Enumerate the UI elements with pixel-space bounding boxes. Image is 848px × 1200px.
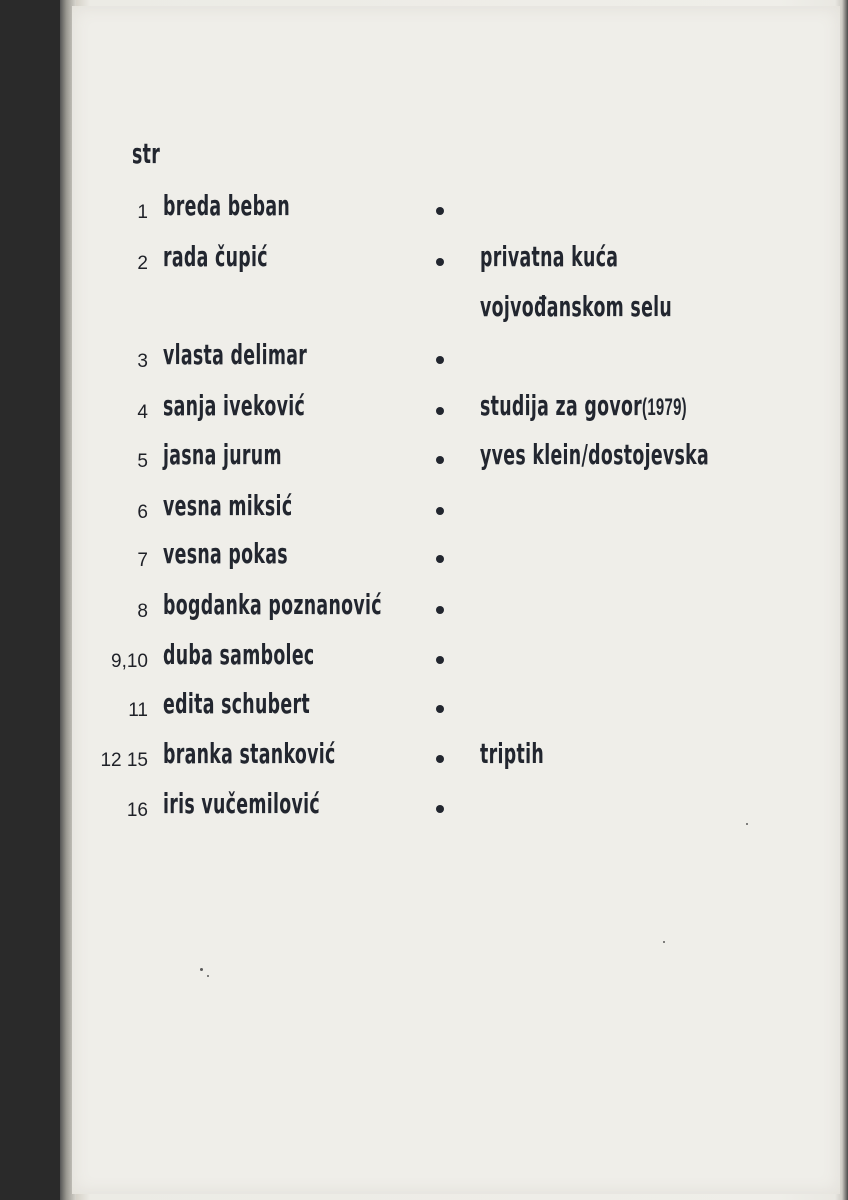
bullet-dot — [436, 805, 444, 813]
bullet-dot — [436, 356, 444, 364]
bullet-dot — [436, 555, 444, 563]
bullet-dot — [436, 456, 444, 464]
list-item — [0, 687, 848, 730]
page-number: 16 — [126, 800, 148, 821]
list-item-continuation — [0, 290, 848, 333]
artist-name: vesna miksić — [163, 489, 293, 522]
artist-name: sanja iveković — [163, 389, 306, 422]
bullet-dot — [436, 507, 444, 515]
list-item — [0, 638, 848, 681]
list-item — [0, 787, 848, 830]
artist-name: bogdanka poznanović — [163, 588, 382, 621]
list-item — [0, 588, 848, 631]
list-item — [0, 438, 848, 481]
artist-name: iris vučemilović — [163, 787, 321, 820]
bullet-dot — [436, 755, 444, 763]
artist-name: breda beban — [163, 189, 291, 222]
list-item — [0, 189, 848, 232]
bullet-dot — [436, 705, 444, 713]
work-title-line2: vojvođanskom selu — [480, 290, 673, 323]
work-title: yves klein/dostojevska — [480, 438, 710, 471]
page-number: 2 — [137, 253, 148, 274]
artist-name: vesna pokas — [163, 537, 288, 570]
work-title — [480, 389, 687, 422]
list-item — [0, 338, 848, 381]
page-number: 11 — [128, 700, 148, 721]
artist-name: jasna jurum — [163, 438, 282, 471]
artist-name: branka stanković — [163, 737, 336, 770]
paper-speck — [746, 823, 748, 825]
page-number: 9,10 — [111, 651, 148, 672]
bullet-dot — [436, 656, 444, 664]
paper-speck — [207, 975, 209, 977]
list-item — [0, 489, 848, 532]
artist-name: vlasta delimar — [163, 338, 308, 371]
work-title: triptih — [480, 737, 545, 770]
page-number: 4 — [137, 402, 148, 423]
list-item — [0, 737, 848, 780]
bullet-dot — [436, 606, 444, 614]
bullet-dot — [436, 207, 444, 215]
page-number: 6 — [137, 502, 148, 523]
bullet-dot — [436, 258, 444, 266]
work-title-text: studija za govor — [480, 389, 643, 422]
artist-name: edita schubert — [163, 687, 310, 720]
artist-name: rada čupić — [163, 240, 268, 273]
work-title: privatna kuća — [480, 240, 619, 273]
column-header-str: str — [132, 137, 161, 170]
paper-speck — [663, 941, 665, 943]
paper-speck — [200, 968, 203, 971]
page-number: 8 — [137, 601, 148, 622]
artist-name: duba sambolec — [163, 638, 315, 671]
page-number: 7 — [137, 550, 148, 571]
list-item — [0, 537, 848, 580]
page-number: 3 — [137, 351, 148, 372]
page-number: 1 — [137, 202, 148, 223]
list-item — [0, 240, 848, 283]
bullet-dot — [436, 407, 444, 415]
page-number: 12 15 — [100, 750, 148, 771]
list-item — [0, 389, 848, 432]
page-number: 5 — [137, 451, 148, 472]
work-year: (1979) — [642, 394, 687, 421]
